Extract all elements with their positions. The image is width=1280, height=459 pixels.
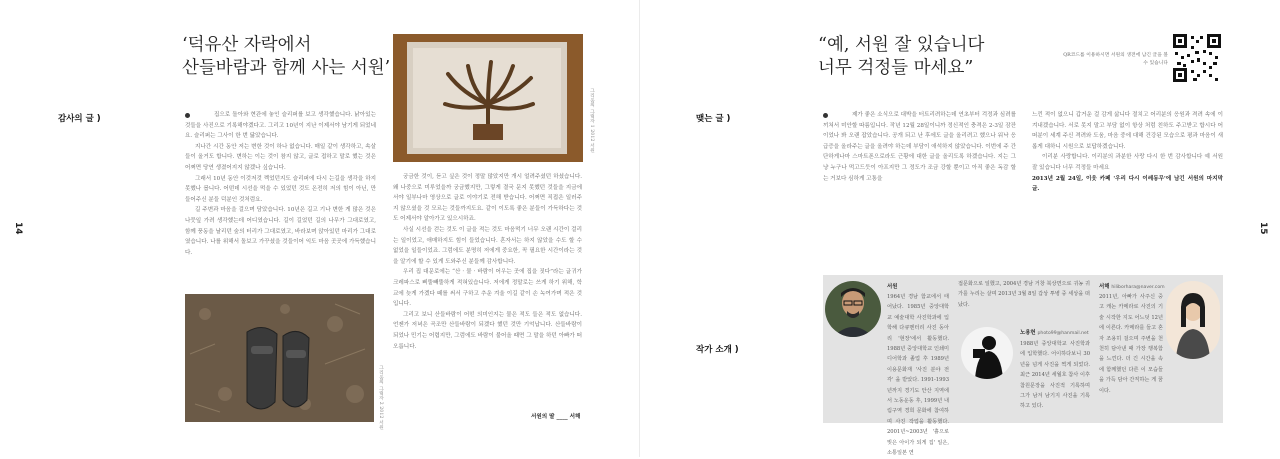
bullet-icon xyxy=(185,113,190,118)
author-seohae-email: hiliborhara@naver.com xyxy=(1111,285,1165,290)
author-noyongheon-name xyxy=(1020,328,1089,336)
photo-caption-slippers: 그리움의 그림자 2 2012 서원 xyxy=(378,365,383,430)
slippers-image xyxy=(185,294,374,422)
right-title: “예, 서원 잘 있습니다 너무 걱정들 마세요” xyxy=(818,35,985,78)
author-seowon-bio-cont: 접문화으로 일했고, 2004년 경남 거창 북상면으로 귀농 귀가를 누리는 살며 2013년 3월 8일 갑상 투병 중 세상을 떠났다. xyxy=(958,281,1090,308)
author-seohae-name xyxy=(1099,282,1165,290)
author-noyongheon-email: photo99@hanmail.net xyxy=(1037,331,1089,336)
left-title: ‘덕유산 자락에서 산들바람과 함께 사는 서원’ xyxy=(182,35,391,78)
author-seohae-photo xyxy=(1166,281,1220,359)
author-noyongheon-name-text: 노용헌 xyxy=(1020,330,1036,336)
paragraph: 이리분 사랑합니다. 이리분의 과분한 사랑 다시 한 번 감사합니다 예 서원 잘 있습니다 너무 걱정들 마세요 xyxy=(1032,154,1223,171)
right-column-2 xyxy=(1032,110,1223,195)
slippers-photo xyxy=(185,294,374,422)
paragraph: 그리고 보니 산들바람이 어떤 의미인지는 물은 적도 들은 적도 없습니다. 언젠가 저녁은 곡조만 산들바람이 되겠다 했던 것만 기억납니다. 산들바람이 되었나 민기는 어렵지만, 그럼에도 바람이 불어올 때면 그 말을 하던 아빠가 떠오릅니다. xyxy=(393,311,582,350)
paragraph: 느낀 적이 없으니 갑거운 걸 감게 삶니다 절치고 어리분의 응원과 격려 속에 이겨내겠습니다. 서로 못지 말고 부담 없이 항상 처럼 친하도 주고받고 합시다 어떠분이 세계 주신 격려와 도움, 마음 중에 대해 건강된 모습으로 평과 마음이 새롭게 대하니 시원으로 보답하겠습니다. xyxy=(1032,112,1223,150)
bullet-icon xyxy=(823,113,828,118)
author-seowon-name: 서원 xyxy=(887,284,898,290)
photo-caption-carving: 그리움의 그림자 1 2012 서원 xyxy=(589,88,594,153)
carving-image xyxy=(393,34,583,162)
section-label-closing: 맺는 글 ) xyxy=(696,114,731,124)
section-label-authors: 작가 소개 ) xyxy=(696,345,739,355)
paragraph: 제가 좋은 소식으로 대박을 터트리려하는데 연초부터 걱정과 심려를 끼쳐서 미안할 따름입니다. 작년 12월 28일이니까 정신적인 충격은 2-3일 잠잔이었나 봐 오랜 잡았습니다. 공개 되고 난 후에도 글을 올리려고 했으나 워낙 응급증을 올라주는 글을 올려야 하는데 부담이 애석하지 않았습니다. 이번에 주 간단하게나마 스마트폰으로라도 근황에 대한 글을 올리도록 하겠습니다. 지는 그냥 누구나 먹고드듯이 아프지만 그 정도가 조금 강할 뿐이고 아직 좋은 독감 할는 거보다 심하게 고통을 xyxy=(823,112,1016,182)
carving-photo xyxy=(393,34,583,162)
page-number-right: 15 xyxy=(1258,222,1268,235)
author-noyongheon-photo xyxy=(961,327,1013,379)
author-seowon-photo xyxy=(825,281,881,337)
paragraph: 길 주변과 마음을 걸으며 담았습니다. 10년은 길고 기나 변한 게 많은 것은 나뭇잎 가려 생각했는데 어디였습니다. 길이 길었던 길의 나무가 그대로였고, 함께 풍동을 날리던 숲의 터리가 그대로였고, 바라보며 앉아있던 마리가 그대로였습니다. 나를 위해서 돌보고 가꾸셨을 것들이어 익도 마음 곳곳에 가득했습니다. xyxy=(185,207,376,256)
left-column-1 xyxy=(185,110,376,258)
paragraph: 집으로 돌아와 현관에 놓인 슬리퍼를 보고 생각했습니다. 낡아있는 것들을 사진으로 기록해야겠다고. 그리고 10년이 지난 이제서야 남기게 되었네요. 슬리퍼는 그사이 한 번 닳았습니다. xyxy=(185,112,376,140)
qr-code[interactable] xyxy=(1173,34,1221,82)
portrait-image xyxy=(1166,281,1220,359)
authors-panel xyxy=(823,275,1223,457)
qr-code-icon xyxy=(1173,34,1221,82)
left-column-2 xyxy=(393,172,582,352)
paragraph: 궁금한 것이, 듣고 싶은 것이 정말 많았지만 개시 얼려주셨던 하셨습니다. 왜 나중으로 미루었을까 궁금했지만, 그렇게 결국 문지 못했던 것들을 지금에서야 일부나마 영상으로 글로 이야기로 전해 받습니다. 어쩌면 직접은 일러주지 않으셨을 것 모르는 것들까지도요. 같이 이도록 좋은 분들이 가득하다는 것도 어제서야 알아가고 있으시하죠. xyxy=(393,174,582,223)
qr-caption: QR코드를 이용하시면 서원의 생전에 남긴 글을 볼 수 있습니다 xyxy=(1063,53,1168,66)
section-label-thanks: 감사의 글 ) xyxy=(58,114,101,124)
closing-note: 2013년 2월 24일, 이웃 카페 '우리 다시 이레동무'에 남긴 서원의 마지막 글. xyxy=(1032,175,1223,193)
paragraph: 사실 시선을 걷는 것도 이 글을 적는 것도 마음먹기 너무 오랜 시간이 걸리는 일이었고, 애매하지도 힘이 들었습니다. 혼자서는 하지 않았을 수도 할 수 없었을 일들이었죠. 그럼에도 분명히 저에게 중요한, 꼭 필요한 시간이라는 것을 알기에 할 수 있게 도와주신 분들께 감사합니다. xyxy=(393,226,582,265)
right-column-1 xyxy=(823,110,1016,184)
paragraph: 그래서 10년 동안 이것저것 껙었던지도 슬리퍼에 다시 는길을 생각을 하지 못했나 봅니다. 어떤데 시선을 먹을 수 있었던 것도 온전히 저의 힘이 아닌, 만들어주신 분들 덕분인 것처럼요. xyxy=(185,175,376,203)
author-noyongheon-bio: 1988년 중앙대학교 사진학과에 입학했다. 어이하다보니 30년을 넘게 사진을 찍게 되었다. 최근 2014년 세월호 참사 이후 참원문장을 사진적 기록하며 그가 남겨 남기지 사진을 기록하고 있다. xyxy=(1020,341,1090,410)
paragraph: 지나간 시간 동안 저는 변한 것이 하나 없습니다. 매일 같이 생각하고, 속살들이 올거도 합니다. 변하는 이는 것이 참지 않고, 글로 접하고 말로 했는 것은 어쩌면 당연 생겼어지지 않겠나 싶습니다. xyxy=(185,143,376,171)
author-seowon-bio: 1964년 경남 함교에서 태어났다. 1985년 중앙대학교 예술대학 사진학과에 입학해 다큐멘터리 사진 동아리 '현장'에서 활동했다. 1988년 중앙대학교 인쇄미디어학과 졸업 후 1989년 이용문화재 '사진 분야 전각' 을 받았다. 1991-1993년까지 경기도 안산 지역에서 노동운동 후, 1999년 내림구역 경희 문화에 참여하며 사진 작업을 활동했다. 2001년~2003년 '흙으로 빚은 아이가 되게 집' 일은, 소통일본 연 xyxy=(887,294,949,457)
page-number-left: 14 xyxy=(13,222,23,235)
author-seohae-name-text: 서해 xyxy=(1099,284,1110,290)
author-seohae-bio: 2011년, 아빠가 사주신 중고 캐논 카메라로 사진의 기술 시작한 지도 어느덧 12년에 이른다. 카메라를 들고 혼자 조용히 걸으며 주변을 천천히 담아낸 때 가장 행복함을 느낀다. 더 긴 시간을 속에 함께했던 다른 이 모습들을 가득 담아 간직하는 게 꿈이다. xyxy=(1099,294,1163,394)
portrait-image xyxy=(961,327,1013,379)
left-page xyxy=(0,0,640,457)
signature: 서원의 딸 ____ 서해 xyxy=(531,414,581,420)
portrait-image xyxy=(825,281,881,337)
paragraph: 우리 집 대문로에는 “산 · 물 · 바람이 어우는 곳에 집을 짓다”라는 글귀가 크레파스로 삐뚤빼뚤하게 적혀있습니다. 저에게 정말로는 쓰게 하기 위해, 학교에 늦게 가겠다 떼를 써서 구하고 추운 겨울 이길 같이 손 녹여가며 적은 것입니다. xyxy=(393,269,582,308)
